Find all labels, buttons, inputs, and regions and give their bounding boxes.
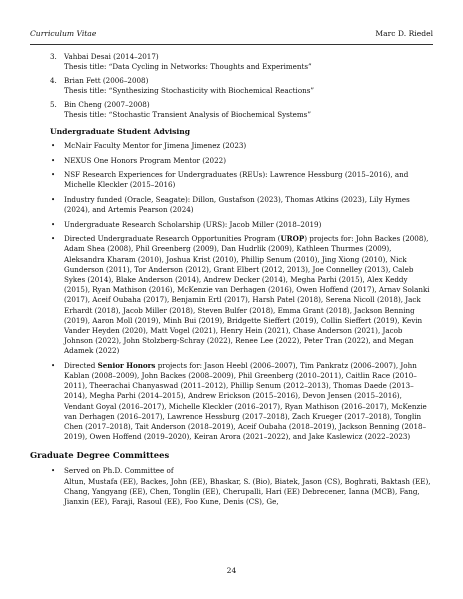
honors-students: projects for: Jason Heebl (2006–2007), Tim Pankratz (2006–2007), John Kablan (2008–2009), John Backes (2008–2009), Phil Greenberg (2010–2011), Caitlin Race (2010–2011), Theerachai Chanyaswad (2011–2012), Phillip Senum (2012–2013), Thomas Daede (2013–2014), Megha Parhi (2014–2015), Andrew Erickson (2015–2016), Devon Jensen (2015–2016), Vendant Goyal (2016–2017), Michelle Kleckler (2016–2017), Ryan Mathison (2016–2017), McKenzie van Derhagen (2016–2017), Lawrence Hessburg (2017–2018), Zach Krueger (2017–2018), Tonglin Chen (2017–2018), Tait Anderson (2018–2019), Aceif Oubaha (2018–2019), Jackson Benning (2018–2019), Owen Hoffend (2019–2020), Keiran Arora (2021–2022), and Jake Kaslewicz (2022–2023) [64,360,427,442]
page-header [30,27,433,41]
committee-intro: Served on Ph.D. Committee of [64,466,174,476]
list-number: 5. [50,99,57,109]
undergraduate-advising-list [30,141,433,442]
honors-intro: Directed [64,360,98,370]
urop-students: ) projects for: John Backes (2008), Adam Shea (2008), Phil Greenberg (2009), Dan Hudrlik (2009), Kathleen Thurmes (2009), Aleksandra Kharam (2010), Joshua Krist (2010), Phillip Senum (2010), Jing Xiong (2010), Nick Gunderson (2011), Tor Anderson (2012), Grant Elbert (2012, 2013), Joe Connelley (2013), Caleb Sykes (2014), Blake Anderson (2014), Andrew Decker (2014), Megha Parhi (2015), Alex Keddy (2015), Ryan Mathison (2016), McKenzie van Derhagen (2016), Owen Hoffend (2017), Arnav Solanki (2017), Aceif Oubaha (2017), Benjamin Ertl (2017), Harsh Patel (2018), Serena Nicoll (2018), Jack Erhardt (2018), Jacob Miller (2018), Steven Bulfer (2018), Emma Grant (2018), Jackson Benning (2019), Aaron Moll (2019), Minh Bui (2019), Bridgette Sieffert (2019), Collin Sieffert (2019), Kevin Vander Heyden (2020), Matt Vogel (2021), Henry Hein (2021), Chase Anderson (2021), Jacob Johnson (2022), John Stolzberg-Schray (2022), Renee Lee (2022), Peter Tran (2022), and Megan Adamek (2022) [64,234,430,356]
bullet-icon: • [51,467,56,476]
graduate-committee-list [30,466,433,507]
urop-intro: Directed Undergraduate Research Opportunities Program ( [64,234,281,244]
section-heading-graduate: Graduate Degree Committees [30,450,170,461]
list-number: 3. [50,52,57,61]
bullet-icon: • [51,220,56,229]
list-number: 4. [50,75,57,85]
list-item [30,361,433,443]
bullet-icon: • [51,235,56,244]
student-name: Vahbai Desai (2014–2017) [64,52,159,61]
list-item [30,195,433,215]
thesis-title: Thesis title: “Data Cycling in Networks: Thoughts and Experiments” [64,62,312,72]
bullet-icon: • [51,361,56,370]
urop-label: UROP [280,234,305,244]
student-name: Bin Cheng (2007–2008) [64,99,150,109]
advising-text: NSF Research Experiences for Undergraduates (REUs): Lawrence Hessburg (2015–2016), and Michelle Kleckler (2015–2016) [64,170,409,190]
bullet-icon: • [51,195,56,204]
list-item [30,220,433,230]
list-item [30,170,433,190]
advising-text: NEXUS One Honors Program Mentor (2022) [64,155,226,165]
bullet-icon: • [51,171,56,180]
list-item [30,52,433,72]
list-item [30,234,433,356]
honors-label: Senior Honors [97,360,156,370]
graduate-student-list [30,52,433,120]
committee-names: Altun, Mustafa (EE), Backes, John (EE), Bhaskar, S. (Bio), Biatek, Jason (CS), Boghrati, Baktash (EE), Chang, Yangyang (EE), Chen, Tonglin (EE), Cherupalli, Hari (EE) Debrecener, Ianna (MCB), Fang, Jianxin (EE), Faraji, Rasoul (EE), Foo Kune, Denis (CS), Ge, [64,476,431,507]
bullet-icon: • [51,142,56,151]
list-item [30,156,433,166]
thesis-title: Thesis title: “Stochastic Transient Analysis of Biochemical Systems” [64,110,311,120]
list-item [30,466,433,507]
list-item [30,141,433,151]
header-author: Marc D. Riedel [375,29,433,38]
list-item [30,76,433,96]
thesis-title: Thesis title: “Synthesizing Stochasticity with Biochemical Reactions” [64,86,315,96]
section-heading-undergraduate: Undergraduate Student Advising [50,127,191,137]
list-item [30,100,433,120]
header-title: Curriculum Vitae [30,29,97,38]
student-name: Brian Fett (2006–2008) [64,75,149,85]
page-number: 24 [226,566,237,575]
advising-text: McNair Faculty Mentor for Jimena Jimenez (2023) [64,141,247,151]
header-rule [30,44,433,45]
advising-text: Undergraduate Research Scholarship (URS): Jacob Miller (2018–2019) [64,219,322,229]
bullet-icon: • [51,156,56,165]
advising-text: Industry funded (Oracle, Seagate): Dillon, Gustafson (2023), Thomas Atkins (2023), Lily Hymes (2024), and Artemis Pearson (2024) [64,194,410,215]
page-content [30,50,433,512]
